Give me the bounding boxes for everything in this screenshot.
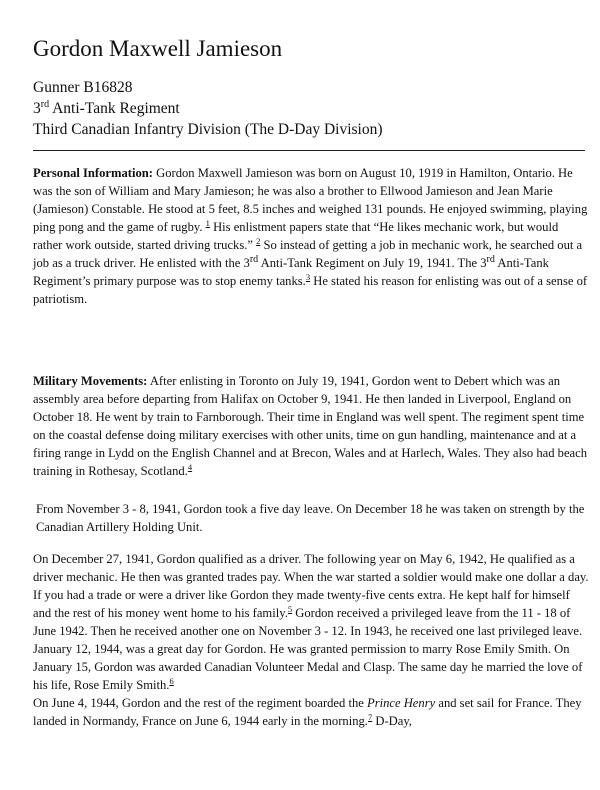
service-division: Third Canadian Infantry Division (The D-Day Division) xyxy=(33,121,383,138)
ordinal-suffix: rd xyxy=(486,253,495,265)
driver-qualification-paragraph xyxy=(33,550,589,694)
personal-information-heading: Personal Information: xyxy=(33,166,153,180)
regiment-number: 3 xyxy=(33,100,41,117)
paragraph-text: Gordon received a privileged leave from the 11 - 18 of June 1942. Then he received another one on November 3 - 12. In 1943, he received one last privileged leave. January 12, 1944, was a great day for Gordon. He was granted permission to marry Rose Emily Smith. On January 15, Gordon was awarded Canadian Volunteer Medal and Clasp. The same day he married the love of his life, Rose Emily Smith. xyxy=(33,606,583,692)
regiment-name: Anti-Tank Regiment xyxy=(49,100,180,117)
footnote-ref[interactable]: 3 xyxy=(305,271,311,282)
footnote-ref[interactable]: 6 xyxy=(169,675,174,686)
service-details xyxy=(33,77,383,140)
regiment-ordinal-suffix: rd xyxy=(40,98,50,110)
military-movements-paragraph xyxy=(33,372,589,480)
paragraph-text: and set sail for France. They landed in Normandy, France on June 6, 1944 early in the morning. xyxy=(33,696,582,728)
footnote-ref[interactable]: 5 xyxy=(287,603,293,614)
paragraph-text: On December 27, 1941, Gordon qualified as a driver. The following year on May 6, 1942, He qualified as a driver mechanic. He then was granted trades pay. When the war started a soldier would make one dollar a day. If you had a trade or were a driver like Gordon they made twenty-five cents extra. He kept half for himself and the rest of his money went home to his family. xyxy=(33,552,589,620)
section-divider xyxy=(33,150,585,151)
footnote-ref[interactable]: 2 xyxy=(256,235,261,246)
footnote-ref[interactable]: 4 xyxy=(187,461,193,472)
paragraph-text: On June 4, 1944, Gordon and the rest of the regiment boarded the xyxy=(33,696,367,710)
paragraph-text: Gordon Maxwell Jamieson was born on August 10, 1919 in Hamilton, Ontario. He was the son of William and Mary Jamieson; he was also a brother to Ellwood Jamieson and Jean Marie (Jamieson) Constable. He stood at 5 feet, 8.5 inches and weighed 131 pounds. He enjoyed swimming, playing ping pong and the game of rugby. xyxy=(33,166,588,234)
service-rank-number: Gunner B16828 xyxy=(33,79,133,96)
paragraph-text: He stated his reason for enlisting was out of a sense of patriotism. xyxy=(33,274,588,306)
paragraph-text: After enlisting in Toronto on July 19, 1941, Gordon went to Debert which was an assembly area before departing from Halifax on October 9, 1941. He then landed in Liverpool, England on October 18. He went by train to Farnborough. Their time in England was well spent. The regiment spent time on the coastal defense doing military exercises with other units, time on gun handling, maintenance and at a firing range in Lydd on the English Channel and at Brecon, Wales and at Harlech, Wales. They also had beach training in Rothesay, Scotland. xyxy=(33,374,588,478)
footnote-ref[interactable]: 7 xyxy=(367,711,373,722)
paragraph-text: Anti-Tank Regiment on July 19, 1941. The 3 xyxy=(258,256,487,270)
ship-name: Prince Henry xyxy=(367,696,436,710)
paragraph-text: So instead of getting a job in mechanic work, he searched out a job as a truck driver. He enlisted with the 3 xyxy=(33,238,583,270)
paragraph-text: His enlistment papers state that “He likes mechanic work, but would rather work outside, started driving trucks.” xyxy=(33,220,559,252)
leave-paragraph: From November 3 - 8, 1941, Gordon took a five day leave. On December 18 he was taken on strength by the Canadian Artillery Holding Unit. xyxy=(36,502,585,534)
personal-information-paragraph xyxy=(33,164,589,308)
ordinal-suffix: rd xyxy=(249,253,259,265)
page-title: Gordon Maxwell Jamieson xyxy=(33,36,283,61)
footnote-ref[interactable]: 1 xyxy=(205,217,210,228)
normandy-paragraph xyxy=(33,694,589,730)
service-regiment xyxy=(33,98,383,119)
paragraph-text: Anti-Tank Regiment’s primary purpose was to stop enemy tanks. xyxy=(33,256,549,288)
paragraph-text: D-Day, xyxy=(372,714,412,728)
military-movements-heading: Military Movements: xyxy=(33,374,148,388)
